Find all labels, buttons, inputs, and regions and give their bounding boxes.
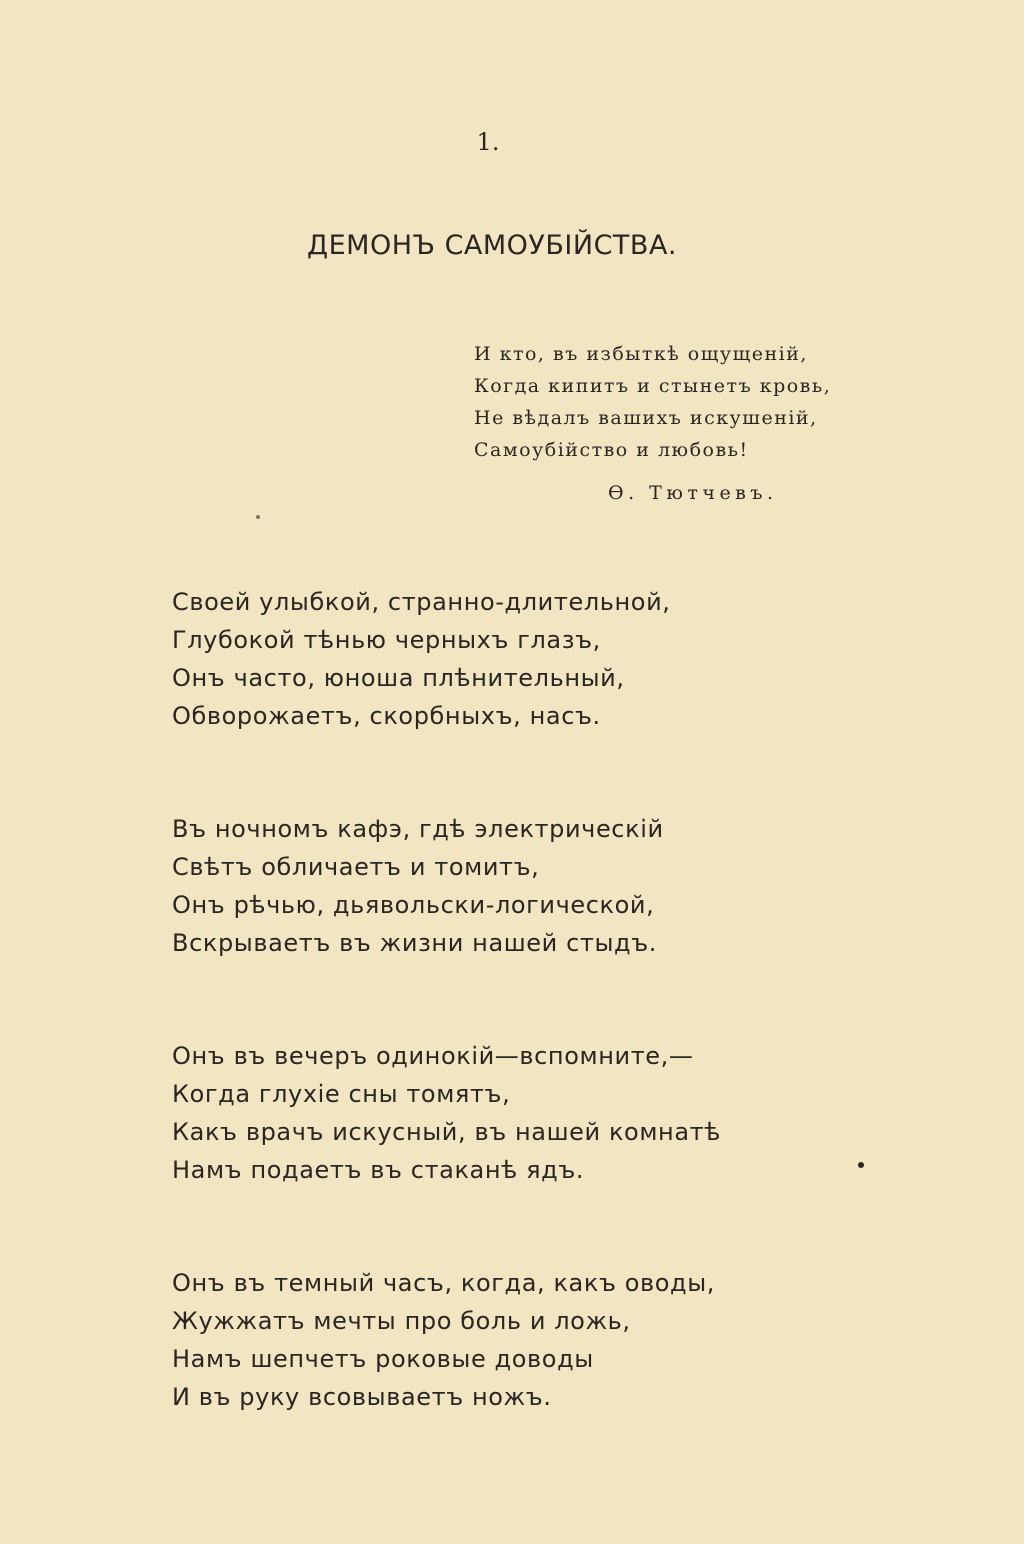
verse-line: Онъ въ темный часъ, когда, какъ оводы,	[172, 1269, 716, 1297]
verse-line: Какъ врачъ искусный, въ нашей комнатѣ	[172, 1118, 721, 1146]
epigraph-line: И кто, въ избыткѣ ощущеній,	[474, 343, 808, 365]
poem-title: ДЕМОНЪ САМОУБІЙСТВА.	[307, 230, 677, 261]
epigraph-line: Не вѣдалъ вашихъ искушеній,	[474, 407, 818, 429]
verse-line: Вскрываетъ въ жизни нашей стыдъ.	[172, 929, 658, 957]
stanza-1	[172, 583, 892, 735]
poem-number: 1.	[476, 128, 500, 156]
epigraph-line: Когда кипитъ и стынетъ кровь,	[474, 375, 832, 397]
stanza-2	[172, 810, 892, 962]
epigraph-author: Ѳ. Тютчевъ.	[608, 482, 778, 504]
verse-line: Онъ рѣчью, дьявольски-логической,	[172, 891, 655, 919]
verse-line: Въ ночномъ кафэ, гдѣ электрическій	[172, 815, 664, 843]
verse-line: Обворожаетъ, скорбныхъ, насъ.	[172, 702, 601, 730]
verse-line: Намъ подаетъ въ стаканѣ ядъ.	[172, 1156, 585, 1184]
verse-line: Онъ въ вечеръ одинокій—вспомните,—	[172, 1042, 694, 1070]
verse-line: Своей улыбкой, странно-длительной,	[172, 588, 671, 616]
verse-line: Жужжатъ мечты про боль и ложь,	[172, 1307, 631, 1335]
verse-line: И въ руку всовываетъ ножъ.	[172, 1383, 552, 1411]
epigraph	[474, 338, 894, 504]
verse-line: Онъ часто, юноша плѣнительный,	[172, 664, 625, 692]
verse-line: Когда глухіе сны томятъ,	[172, 1080, 511, 1108]
stanza-3	[172, 1037, 892, 1189]
verse-line: Глубокой тѣнью черныхъ глазъ,	[172, 626, 601, 654]
verse-line: Намъ шепчетъ роковые доводы	[172, 1345, 594, 1373]
ink-speck	[256, 515, 260, 519]
ink-speck	[858, 1162, 864, 1168]
verse-line: Свѣтъ обличаетъ и томитъ,	[172, 853, 540, 881]
epigraph-line: Самоубійство и любовь!	[474, 439, 749, 461]
stanza-4	[172, 1264, 892, 1416]
